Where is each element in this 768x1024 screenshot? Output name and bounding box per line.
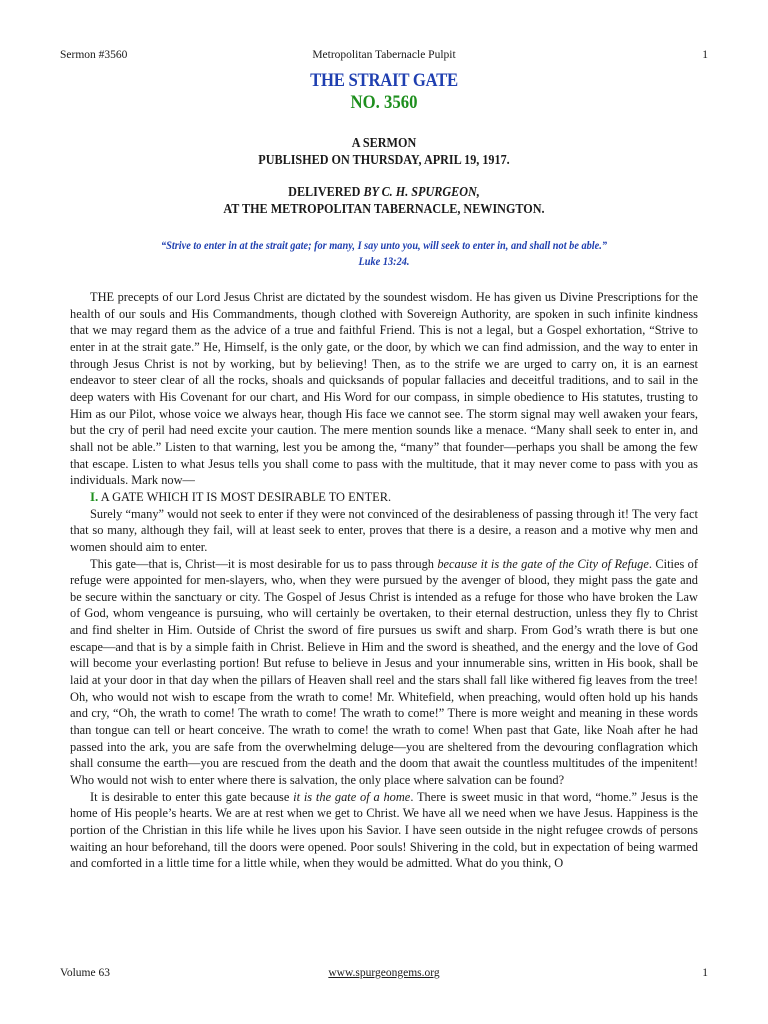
publication-info <box>60 134 708 168</box>
speaker-name: BY C. H. SPURGEON, <box>363 184 480 199</box>
section-heading <box>70 489 698 506</box>
emphasis-text: it is the gate of a home <box>293 789 411 804</box>
sermon-label: Sermon #3560 <box>60 49 128 61</box>
section-heading-text: A GATE WHICH IT IS MOST DESIRABLE TO ENTER. <box>98 489 392 504</box>
volume-label: Volume 63 <box>60 967 110 979</box>
running-header <box>60 48 708 62</box>
delivery-location: AT THE METROPOLITAN TABERNACLE, NEWINGTON. <box>223 201 545 216</box>
scripture-reference: Luke 13:24. <box>358 254 410 268</box>
footer-page-number: 1 <box>702 967 708 979</box>
header-page-number: 1 <box>702 49 708 61</box>
delivered-prefix: DELIVERED <box>288 184 364 199</box>
website-link[interactable]: www.spurgeongems.org <box>328 967 440 979</box>
paragraph-text: This gate—that is, Christ—it is most desirable for us to pass through <box>90 556 438 571</box>
published-date: PUBLISHED ON THURSDAY, APRIL 19, 1917. <box>258 152 510 167</box>
emphasis-text: because it is the gate of the City of Refuge <box>437 556 649 571</box>
website-link-wrap <box>60 966 708 980</box>
title-block <box>60 70 708 114</box>
body-paragraph: THE precepts of our Lord Jesus Christ are dictated by the soundest wisdom. He has given us Divine Prescriptions for the health of our souls and His Commandments, though clothed with Sovereign Authority, are spoken in such infinite kindness that we may regard them as the advice of a true and faithful Friend. This is not a legal, but a Gospel exhortation, “Strive to enter in at the strait gate.” He, Himself, is the only gate, or the door, by which we can find admission, and the way to enter in through Jesus Christ is not by working, but by believing! Then, as to the strife we are urged to carry on, it is an earnest endeavor to steer clear of all the rocks, shoals and quicksands of popular fallacies and deceitful traditions, and to sail in the deep waters with His Covenant for our chart, and His Word for our compass, in simple obedience to His statutes, trusting to Him as our Pilot, whose voice we always hear, though His face we cannot see. The storm signal may well awaken your fears, but the cry of peril had need excite your caution. The mere mention sounds like a menace. “Many shall seek to enter in, and shall not be able.” Listen to that warning, lest you be among the, “many” that founder—perhaps you shall be among the few that escape. Listen to what Jesus tells you shall come to pass with the multitude, that it may never come to pass with you as individuals. Mark now— <box>70 290 698 488</box>
scripture-text-block <box>60 237 708 269</box>
body-paragraph <box>70 789 698 872</box>
paragraph-text: . Cities of refuge were appointed for men-slayers, who, when they were pursued by the avenger of blood, they might pass the gate and be secure within the sanctuary or city. The Gospel of Jesus Christ is intended as a refuge for those who have broken the Law of God, whom vengeance is pursuing, who will certainly be overtaken, to their eternal destruction, unless they fly to Christ and find shelter in Him. Outside of Christ the sword of fire pursues us swift and sharp. From God’s wrath there is but one escape—and that is by a simple faith in Christ. Believe in Him and the sword is sheathed, and the energy and the love of God will become your everlasting portion! But refuse to believe in Jesus and your innumerable sins, written in His book, shall be laid at your door in that day when the pillars of Heaven shall reel and the stars shall fall like withered fig leaves from the tree! Oh, who would not wish to escape from the wrath to come! Mr. Whitefield, when preaching, would often hold up his hands and cry, “Oh, the wrath to come! The wrath to come! The wrath to come!” There is more weight and meaning in these words than tongue can tell or heart conceive. The wrath to come! the wrath to come! When past that Gate, like Noah after he had passed into the ark, you are safe from the overwhelming deluge—you are sheltered from the devouring conflagration which shall consume the earth—you are rescued from the death and the doom that await the countless multitudes of the impenitent! Who would not wish to enter where there is salvation, the only place where salvation can be found? <box>70 556 699 788</box>
running-footer <box>60 966 708 980</box>
body-paragraph: Surely “many” would not seek to enter if they were not convinced of the desirableness of passing through it! The very fact that so many, although they fail, will at least seek to enter, proves that there is a desire, a reason and a motive why men and women should aim to enter. <box>70 506 698 554</box>
sermon-body <box>70 289 698 872</box>
sermon-number: NO. 3560 <box>350 92 418 113</box>
body-paragraph <box>70 556 698 789</box>
publication-name: Metropolitan Tabernacle Pulpit <box>312 49 456 61</box>
delivered-by-line <box>92 183 675 200</box>
sermon-title: THE STRAIT GATE <box>310 70 458 91</box>
sermon-label-line: A SERMON <box>351 135 417 150</box>
paragraph-text: . There is sweet music in that word, “home.” Jesus is the home of His people’s hearts. We are at rest when we get to Christ. We have all we need when we have Jesus. Happiness is the portion of the Christian in this life while he lives upon his Savior. I have seen outside in the night refugee crowds of persons waiting an hour beforehand, till the doors were opened. Poor souls! Shivering in the cold, but in expectation of being warmed and comforted in a little time for a little while, when they would be admitted. What do you think, O <box>70 789 698 871</box>
paragraph-text: It is desirable to enter this gate because <box>90 789 294 804</box>
scripture-quote: “Strive to enter in at the strait gate; for many, I say unto you, will seek to enter in, and shall not be able.” <box>161 238 607 252</box>
delivery-info <box>60 183 708 217</box>
section-numeral: I. <box>90 488 99 504</box>
